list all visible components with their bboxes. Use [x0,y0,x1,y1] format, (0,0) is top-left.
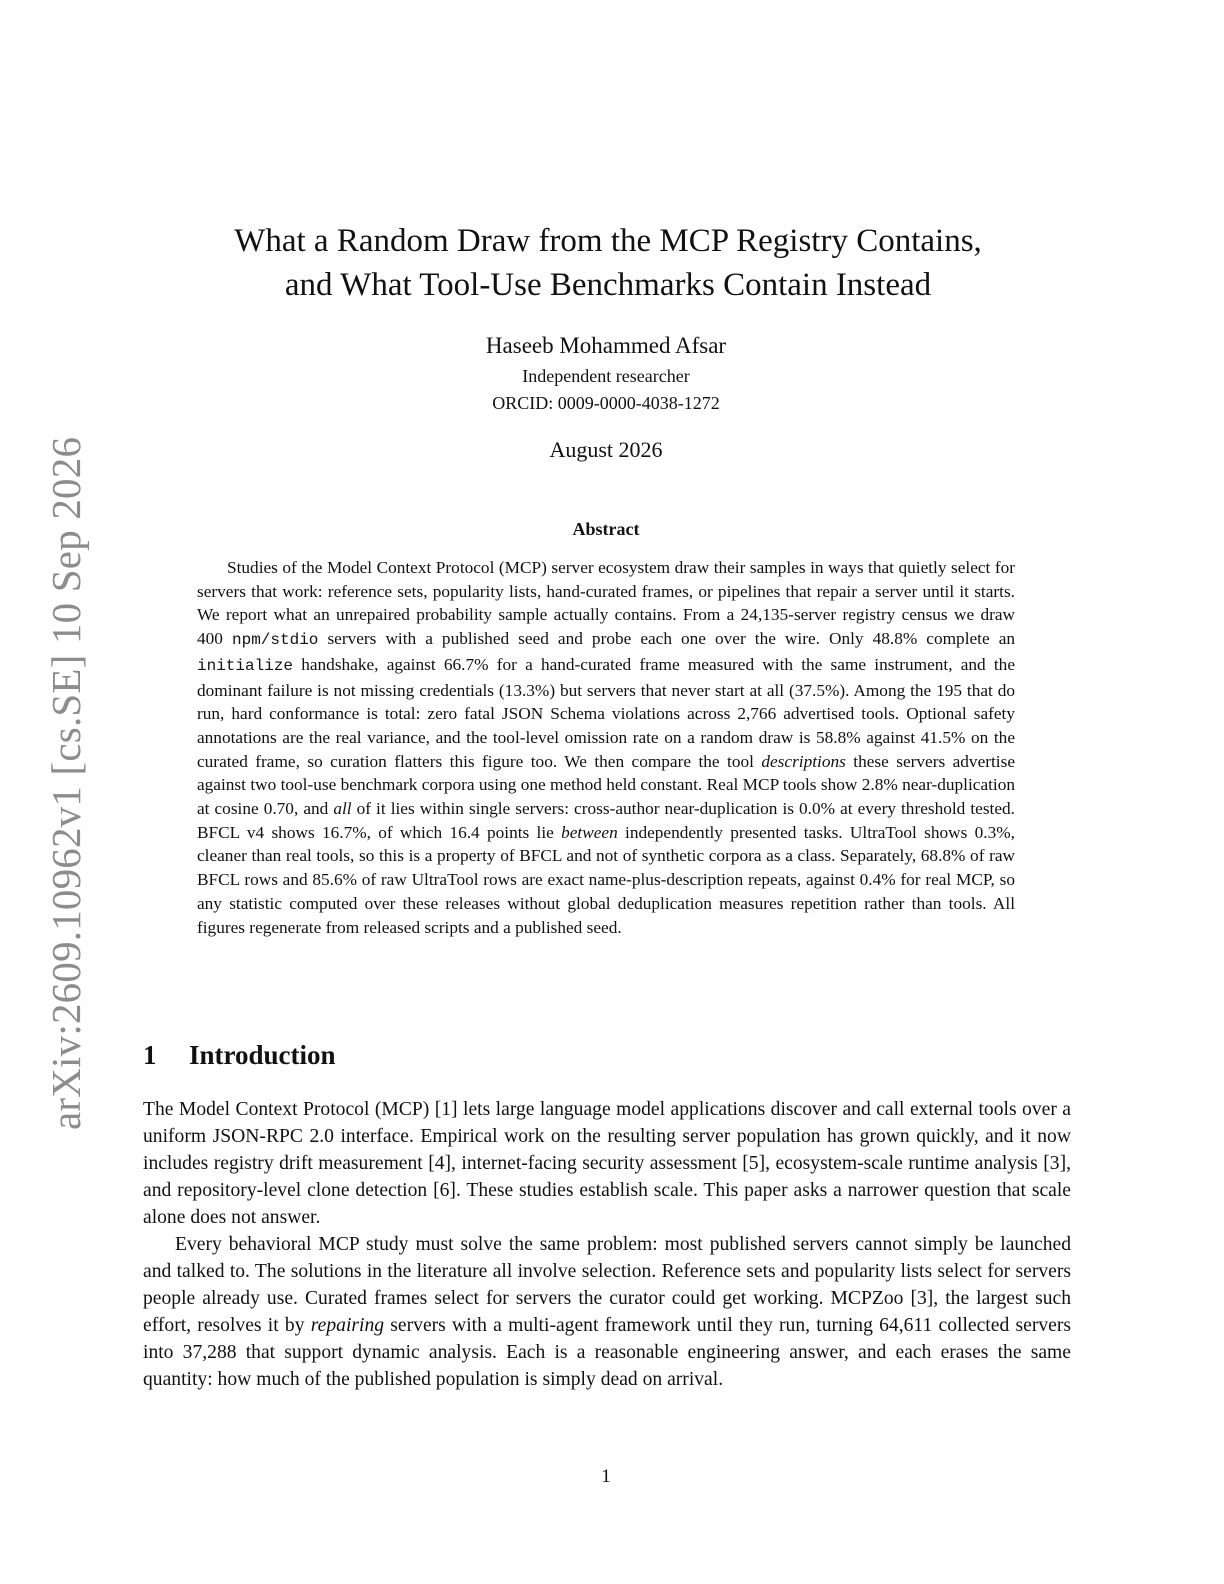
code-initialize: initialize [197,656,294,675]
author-orcid: ORCID: 0009-0000-4038-1272 [492,393,720,413]
page-number: 1 [601,1466,611,1487]
title-line-1: What a Random Draw from the MCP Registry Contains, [234,223,982,259]
abstract-heading: Abstract [572,519,640,539]
arxiv-identifier-stamp: arXiv:2609.10962v1 [cs.SE] 10 Sep 2026 [43,436,89,1130]
section-heading-introduction [143,1040,336,1071]
emphasis-repairing: repairing [310,1315,385,1336]
emphasis-all: all [333,799,352,819]
author-name: Haseeb Mohammed Afsar [485,333,727,358]
author-affiliation: Independent researcher [522,366,690,386]
emphasis-between: between [561,822,618,842]
intro-paragraph-1: The Model Context Protocol (MCP) [1] lets large language model applications discover and call external tools over a uniform JSON-RPC 2.0 interface. Empirical work on the resulting server population has grown quickly, and it now includes registry drift measurement [4], internet-facing security assessment [5], ecosystem-scale runtime analysis [3], and repository-level clone detection [6]. These studies establish scale. This paper asks a narrower question that scale alone does not answer. [143,1099,1071,1228]
intro-paragraph-2: Every behavioral MCP study must solve the same problem: most published servers cannot simply be launched and talked to. The solutions in the literature all involve selection. Reference sets and popularity lists select for servers people already use. Curated frames select for servers the curator could get working. MCPZoo [3], the largest such effort, resolves it by repairing servers with a multi-agent framework until they run, turning 64,611 collected servers into 37,288 that support dynamic analysis. Each is a reasonable engineering answer, and each erases the same quantity: how much of the published population is simply dead on arrival. [143,1234,1071,1390]
section-number: 1 [143,1040,157,1070]
section-title: Introduction [189,1040,336,1070]
emphasis-descriptions: descriptions [761,751,846,771]
publication-date: August 2026 [549,437,663,462]
paper-title [0,219,1216,307]
title-line-2: and What Tool-Use Benchmarks Contain Instead [284,267,932,303]
code-npm-stdio: npm/stdio [231,631,319,650]
abstract-text: Studies of the Model Context Protocol (MCP) server ecosystem draw their samples in ways that quietly select for servers that work: reference sets, popularity lists, hand-curated frames, or pipelines that repair a server until it starts. We report what an unrepaired probability sample actually contains. From a 24,135-server registry census we draw 400 npm/stdio servers with a published seed and probe each one over the wire. Only 48.8% complete an initialize handshake, against 66.7% for a hand-curated frame measured with the same instrument, and the dominant failure is not missing credentials (13.3%) but servers that never start at all (37.5%). Among the 195 that do run, hard conformance is total: zero fatal JSON Schema violations across 2,766 advertised tools. Optional safety annotations are the real variance, and the tool-level omission rate on a random draw is 58.8% against 41.5% on the curated frame, so curation flatters this figure too. We then compare the tool descriptions these servers advertise against two tool-use benchmark corpora using one method held constant. Real MCP tools show 2.8% near-duplication at cosine 0.70, and all of it lies within single servers: cross-author near-duplication is 0.0% at every threshold tested. BFCL v4 shows 16.7%, of which 16.4 points lie between independently presented tasks. UltraTool shows 0.3%, cleaner than real tools, so this is a property of BFCL and not of synthetic corpora as a class. Separately, 68.8% of raw BFCL rows and 85.6% of raw UltraTool rows are exact name-plus-description repeats, against 0.4% for real MCP, so any statistic computed over these releases without global deduplication measures repetition rather than tools. All figures regenerate from released scripts and a published seed. [197,558,1015,937]
